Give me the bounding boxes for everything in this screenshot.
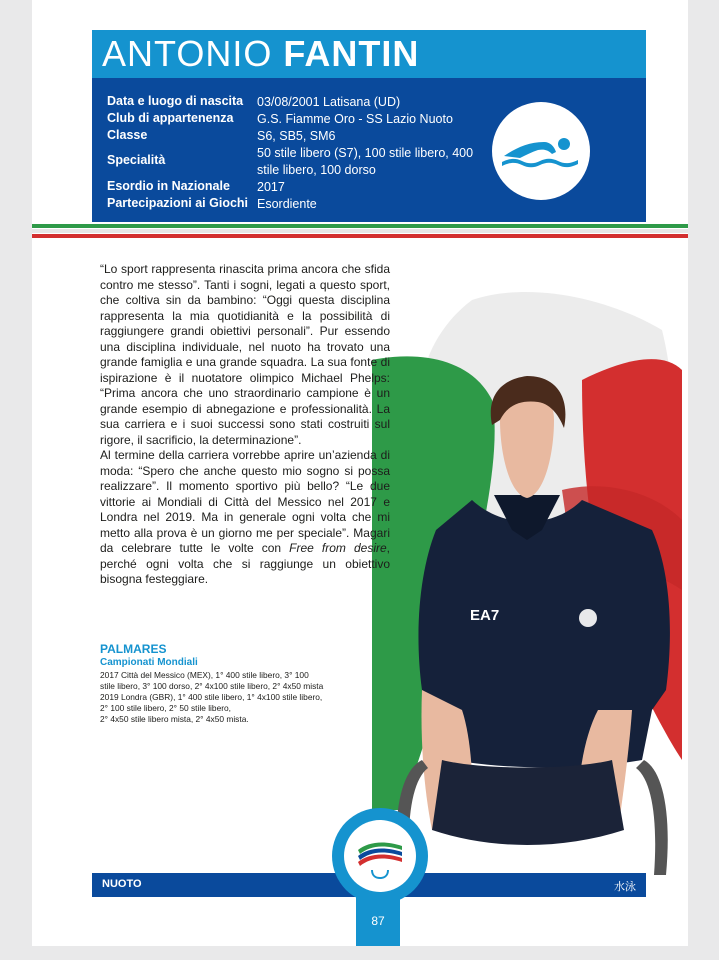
page xyxy=(32,0,688,946)
info-label: Data e luogo di nascita xyxy=(107,94,244,108)
flag-stripe-white xyxy=(32,229,688,233)
info-value: Esordiente xyxy=(257,197,317,211)
footer-sport-label-jp: 水泳 xyxy=(614,881,636,893)
page-number: 87 xyxy=(356,897,400,946)
athlete-name-header xyxy=(92,30,646,78)
swimmer-icon xyxy=(492,102,590,200)
athlete-info-box xyxy=(92,78,646,222)
bio-text: , perché ogni volta che si raggiunge un obiettivo bisogna festeggiare. xyxy=(100,541,391,586)
info-value: S6, SB5, SM6 xyxy=(257,129,336,143)
italia-logo-icon xyxy=(344,820,416,892)
info-label: Esordio in Nazionale xyxy=(107,179,230,193)
palmares-line: 2017 Città del Messico (MEX), 1° 400 stile libero, 3° 100 xyxy=(100,670,309,680)
palmares-title: PALMARES xyxy=(100,642,167,656)
athlete-first-name: ANTONIO xyxy=(102,33,273,74)
bio-paragraph: “Lo sport rappresenta rinascita prima ancora che sfida contro me stesso”. Tanti i sogni, legati a questo sport, che coltiva sin da bambino: “Oggi questa disciplina rappresenta la mia quotidianità e la possibilità di raggiungere grandi obiettivi personali”. Pur essendo una disciplina individuale, nel nuoto ha trovato una grande famiglia e una grande squadra. La sua fonte di ispirazione è il nuotatore olimpico Michael Phelps: “Prima ancora che uno straordinario campione è un grande esempio di abnegazione e professionalità. La sua carriera e i suoi successi sono stati costruiti sul rigore, il sacrificio, la determinazione”. xyxy=(100,262,390,447)
italia-paralympic-logo xyxy=(332,808,428,904)
athlete-last-name: FANTIN xyxy=(283,33,420,74)
bio-italic-text: Free from desire xyxy=(289,541,387,555)
palmares-line: 2° 4x50 stile libero mista, 2° 4x50 mista. xyxy=(100,714,249,724)
info-label: Partecipazioni ai Giochi xyxy=(107,196,249,210)
info-value: 03/08/2001 Latisana (UD) xyxy=(257,95,401,109)
sport-icon-circle xyxy=(492,102,590,200)
info-value: G.S. Fiamme Oro - SS Lazio Nuoto xyxy=(257,112,453,126)
athlete-biography xyxy=(100,262,390,588)
palmares-subtitle: Campionati Mondiali xyxy=(100,657,198,668)
flag-stripe-red xyxy=(32,234,688,238)
footer-sport-label: NUOTO xyxy=(102,878,142,890)
info-label: Classe xyxy=(107,128,148,142)
info-label: Club di appartenenza xyxy=(107,111,234,125)
shirt-badge-icon xyxy=(579,609,597,627)
palmares-line: 2° 100 stile libero, 2° 50 stile libero, xyxy=(100,703,231,713)
shirt-logo: EA7 xyxy=(470,607,500,624)
info-label: Specialità xyxy=(107,153,166,167)
bio-text: Al termine della carriera vorrebbe aprire un’azienda di moda: “Spero che anche questo mio sogno si possa realizzare”. Il momento sportivo più bello? “Le due vittorie ai Mondiali di Città del Messico nel 2017 e Londra nel 2019. Ma in generale ogni volta che mi metto alla prova è un giorno me per speciale”. Magari da celebrare tutte le volte con xyxy=(100,448,390,555)
palmares-line: 2019 Londra (GBR), 1° 400 stile libero, 1° 4x100 stile libero, xyxy=(100,692,323,702)
bio-paragraph xyxy=(100,448,390,588)
athlete-photo xyxy=(362,290,688,875)
logo-inner xyxy=(344,820,416,892)
flag-stripe-green xyxy=(32,224,688,228)
palmares-line: stile libero, 3° 100 dorso, 2° 4x100 stile libero, 2° 4x50 mista xyxy=(100,681,324,691)
info-value: 50 stile libero (S7), 100 stile libero, 400 stile libero, 100 dorso xyxy=(257,146,474,177)
info-value: 2017 xyxy=(257,180,285,194)
palmares-list xyxy=(100,670,390,725)
